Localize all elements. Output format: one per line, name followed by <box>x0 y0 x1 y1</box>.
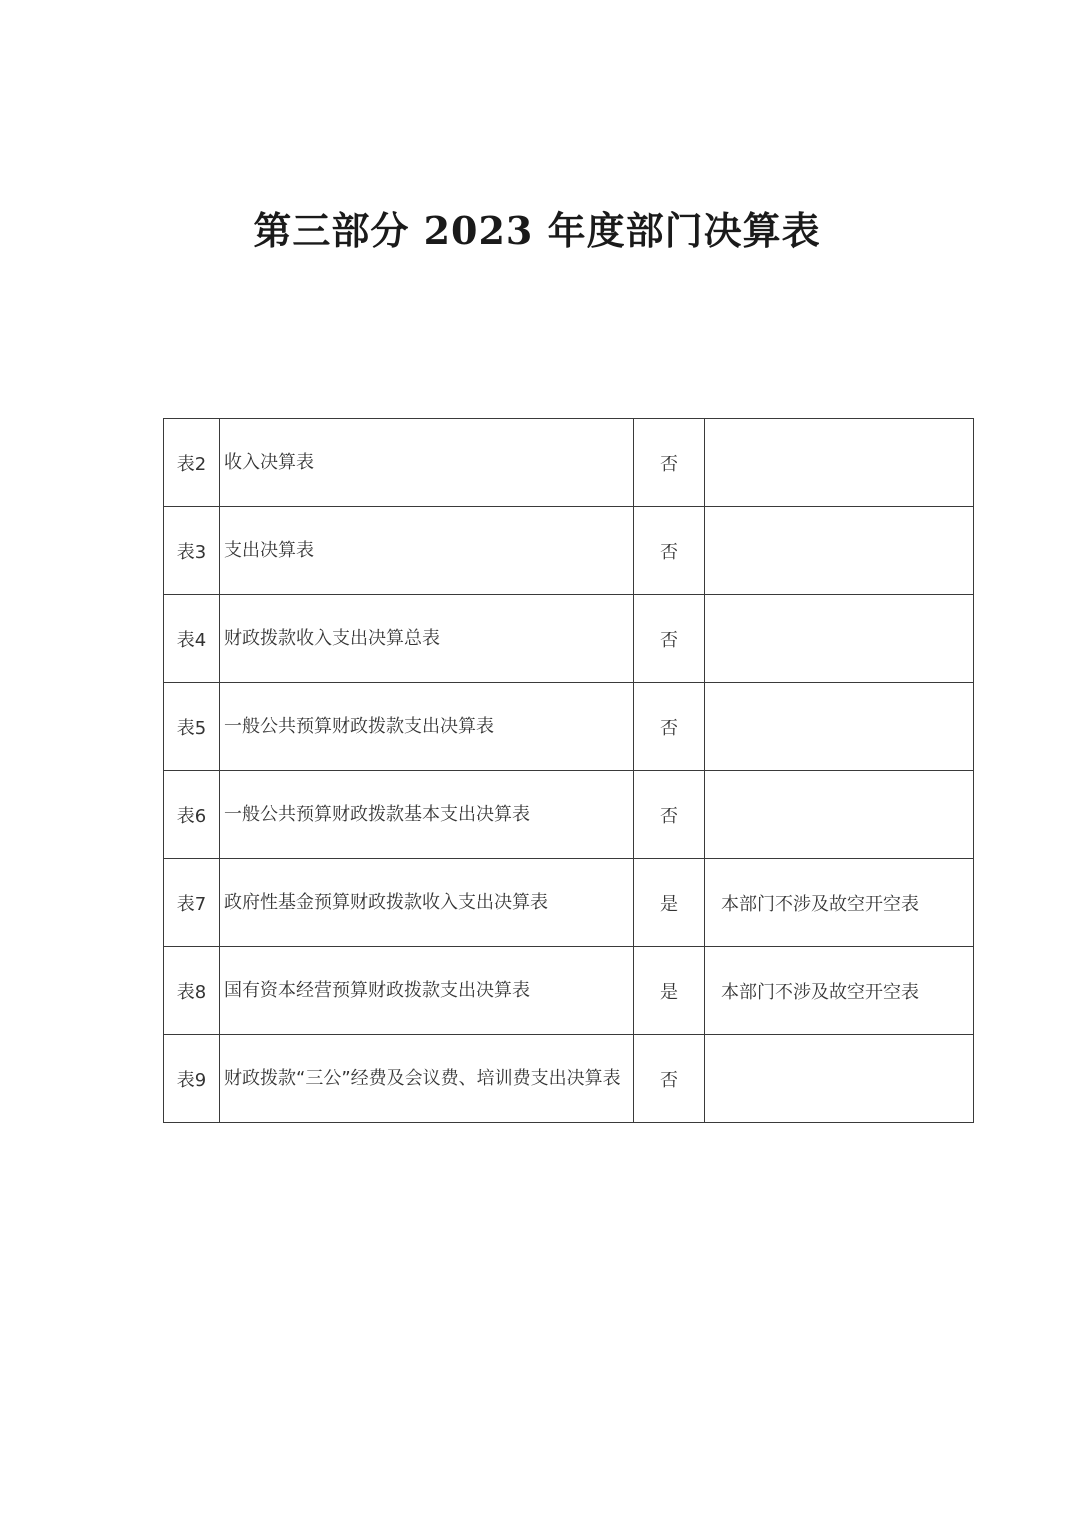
table-number-cell: 表8 <box>164 947 220 1035</box>
report-list-table <box>163 418 974 1123</box>
empty-flag-cell: 否 <box>634 1035 705 1123</box>
table-name-cell: 国有资本经营预算财政拨款支出决算表 <box>220 947 634 1035</box>
table-row <box>164 1035 974 1123</box>
table-name-cell: 一般公共预算财政拨款基本支出决算表 <box>220 771 634 859</box>
empty-flag-cell: 否 <box>634 595 705 683</box>
table-number-cell: 表9 <box>164 1035 220 1123</box>
table-number-cell: 表4 <box>164 595 220 683</box>
page-title: 第三部分 2023 年度部门决算表 <box>253 208 821 253</box>
empty-flag-cell: 否 <box>634 771 705 859</box>
table-number-cell: 表6 <box>164 771 220 859</box>
table-number-cell: 表3 <box>164 507 220 595</box>
table-row <box>164 859 974 947</box>
table-name-cell: 收入决算表 <box>220 419 634 507</box>
table-row <box>164 683 974 771</box>
table-name-cell: 财政拨款收入支出决算总表 <box>220 595 634 683</box>
table-row <box>164 595 974 683</box>
note-cell <box>705 595 974 683</box>
note-cell <box>705 507 974 595</box>
empty-flag-cell: 是 <box>634 947 705 1035</box>
note-cell <box>705 683 974 771</box>
note-cell: 本部门不涉及故空开空表 <box>705 947 974 1035</box>
table-name-cell: 财政拨款“三公”经费及会议费、培训费支出决算表 <box>220 1035 634 1123</box>
table-name-cell: 政府性基金预算财政拨款收入支出决算表 <box>220 859 634 947</box>
empty-flag-cell: 否 <box>634 507 705 595</box>
empty-flag-cell: 否 <box>634 419 705 507</box>
table-number-cell: 表2 <box>164 419 220 507</box>
empty-flag-cell: 是 <box>634 859 705 947</box>
note-cell <box>705 419 974 507</box>
table-name-cell: 一般公共预算财政拨款支出决算表 <box>220 683 634 771</box>
table-name-cell: 支出决算表 <box>220 507 634 595</box>
empty-flag-cell: 否 <box>634 683 705 771</box>
table-row <box>164 947 974 1035</box>
note-cell <box>705 771 974 859</box>
table-row <box>164 419 974 507</box>
note-cell <box>705 1035 974 1123</box>
note-cell: 本部门不涉及故空开空表 <box>705 859 974 947</box>
table-number-cell: 表5 <box>164 683 220 771</box>
table-number-cell: 表7 <box>164 859 220 947</box>
table-row <box>164 507 974 595</box>
table-row <box>164 771 974 859</box>
